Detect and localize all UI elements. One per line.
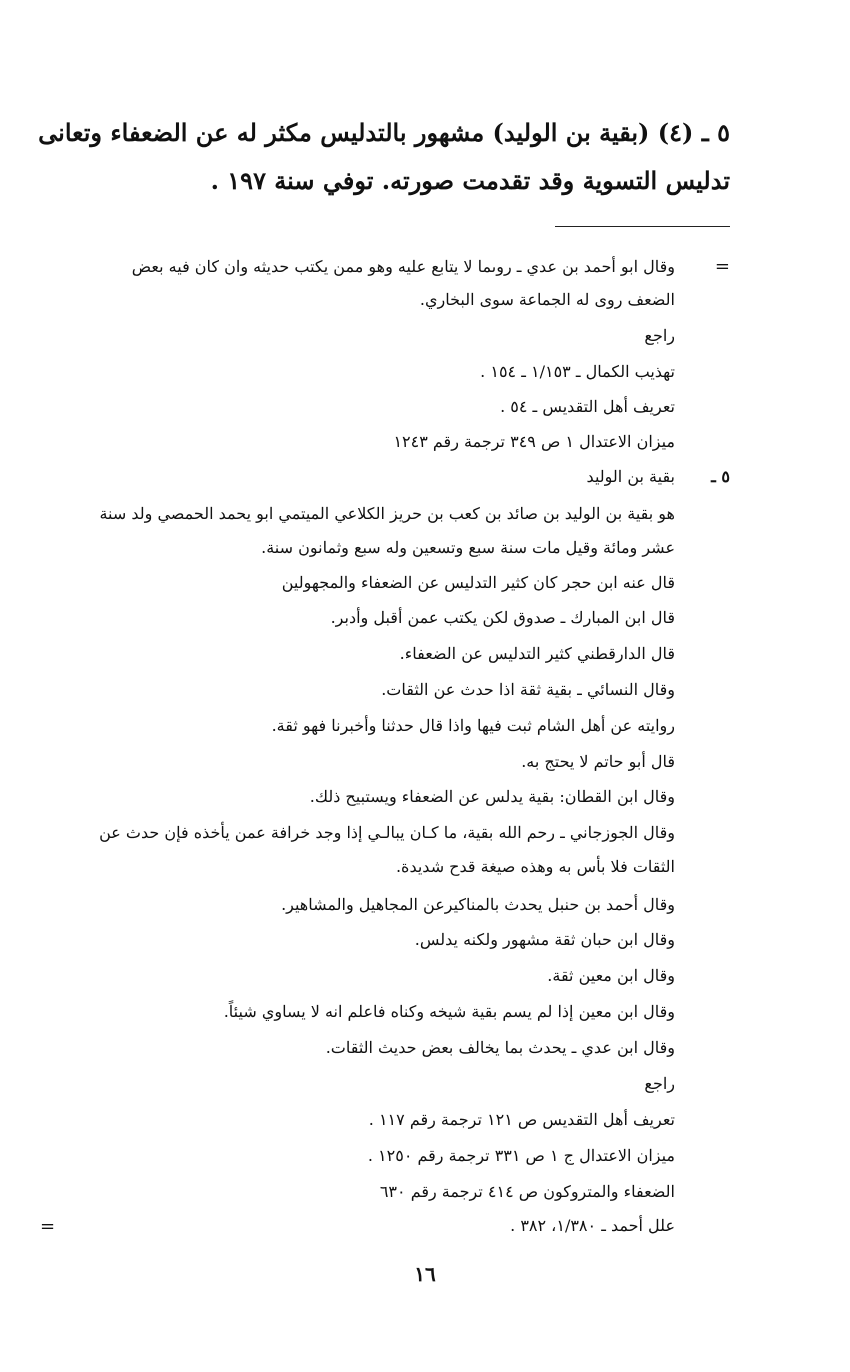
footnote-line: تعريف أهل التقديس ـ ٥٤ . bbox=[500, 397, 675, 416]
footnote-line: ميزان الاعتدال ١ ص ٣٤٩ ترجمة رقم ١٢٤٣ bbox=[393, 432, 675, 451]
footnote-line: وقال ابن عدي ـ يحدث بما يخالف بعض حديث الثقات. bbox=[325, 1038, 675, 1057]
footnote-line: وقال الجوزجاني ـ رحم الله بقية، ما كـان يبالـي إذا وجد خرافة عمن يأخذه فإن حدث عن bbox=[99, 823, 675, 842]
footnote-line: راجع bbox=[644, 326, 675, 345]
entry-title: بقية بن الوليد bbox=[586, 467, 675, 486]
page-number: ١٦ bbox=[414, 1262, 436, 1286]
footnote-line: وقال ابن القطان: بقية يدلس عن الضعفاء ويستبيح ذلك. bbox=[309, 787, 675, 806]
footnote-line: وقال ابو أحمد بن عدي ـ روىما لا يتابع عليه وهو ممن يكتب حديثه وان كان فيه بعض bbox=[131, 257, 675, 276]
footnote-line: وقال ابن معين إذا لم يسم بقية شيخه وكناه فاعلم انه لا يساوي شيئاً. bbox=[223, 1002, 675, 1021]
entry-number: ٥ ـ bbox=[711, 467, 730, 486]
footnote-line: روايته عن أهل الشام ثبت فيها واذا قال حدثنا وأخبرنا فهو ثقة. bbox=[271, 716, 675, 735]
footnote-line: قال أبو حاتم لا يحتج به. bbox=[521, 752, 675, 771]
footnote-line: الثقات فلا بأس به وهذه صيغة قدح شديدة. bbox=[395, 857, 675, 876]
footnote-line: وقال النسائي ـ بقية ثقة اذا حدث عن الثقات. bbox=[381, 680, 675, 699]
footnote-line: هو بقية بن الوليد بن صائد بن كعب بن حريز الكلاعي الميتمي ابو يحمد الحمصي ولد سنة bbox=[99, 504, 675, 523]
footnote-line: وقال ابن حبان ثقة مشهور ولكنه يدلس. bbox=[414, 930, 675, 949]
continuation-marker-bottom: = bbox=[40, 1216, 56, 1237]
main-text-line-1: ٥ ـ (٤) (بقية بن الوليد) مشهور بالتدليس مكثر له عن الضعفاء وتعانى bbox=[38, 118, 730, 147]
footnote-line: عشر ومائة وقيل مات سنة سبع وتسعين وله سبع وثمانون سنة. bbox=[261, 538, 675, 557]
footnote-line: وقال أحمد بن حنبل يحدث بالمناكيرعن المجاهيل والمشاهير. bbox=[281, 895, 675, 914]
footnote-line: قال ابن المبارك ـ صدوق لكن يكتب عمن أقبل وأدبر. bbox=[330, 608, 675, 627]
footnote-line: وقال ابن معين ثقة. bbox=[547, 966, 675, 985]
footnote-separator bbox=[555, 226, 730, 227]
main-text-line-2: تدليس التسوية وقد تقدمت صورته. توفي سنة ١٩٧ . bbox=[210, 166, 730, 195]
footnote-line: علل أحمد ـ ١/٣٨٠، ٣٨٢ . bbox=[510, 1216, 675, 1235]
footnote-line: قال الدارقطني كثير التدليس عن الضعفاء. bbox=[399, 644, 675, 663]
footnote-line: تعريف أهل التقديس ص ١٢١ ترجمة رقم ١١٧ . bbox=[368, 1110, 675, 1129]
footnote-line: قال عنه ابن حجر كان كثير التدليس عن الضعفاء والمجهولين bbox=[281, 573, 675, 592]
footnote-line: الضعف روى له الجماعة سوى البخاري. bbox=[419, 290, 675, 309]
footnote-line: ميزان الاعتدال ج ١ ص ٣٣١ ترجمة رقم ١٢٥٠ . bbox=[367, 1146, 675, 1165]
footnote-line: راجع bbox=[644, 1074, 675, 1093]
footnote-line: تهذيب الكمال ـ ١/١٥٣ ـ ١٥٤ . bbox=[480, 362, 675, 381]
continuation-marker-top: = bbox=[714, 256, 730, 277]
footnote-line: الضعفاء والمتروكون ص ٤١٤ ترجمة رقم ٦٣٠ bbox=[379, 1182, 675, 1201]
